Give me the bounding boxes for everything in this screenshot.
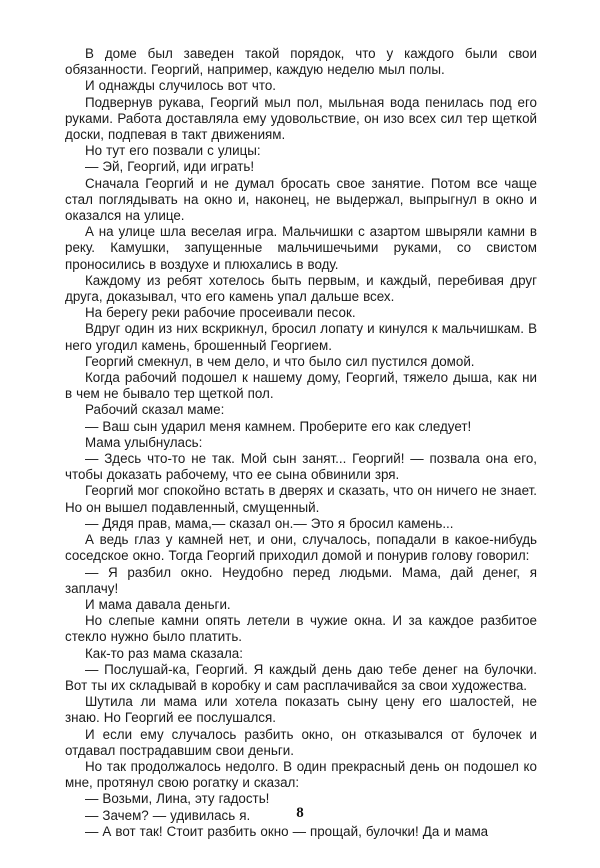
- paragraph: Шутила ли мама или хотела показать сыну цену его шалостей, не знаю. Но Георгий ее послушался.: [65, 694, 537, 726]
- paragraph: Георгий смекнул, в чем дело, и что было сил пустился домой.: [85, 353, 475, 369]
- paragraph: Когда рабочий подошел к нашему дому, Георгий, тяжело дыша, как ни в чем не бывало тер щеткой пол.: [65, 370, 537, 402]
- paragraph: Как-то раз мама сказала:: [85, 645, 243, 661]
- paragraph: Каждому из ребят хотелось быть первым, и каждый, перебивая друг друга, доказывал, что его камень упал дальше всех.: [65, 272, 537, 305]
- paragraph: И если ему случалось разбить окно, он отказывался от булочек и отдавал пострадавшим свои деньги.: [65, 726, 537, 758]
- paragraph: Вдруг один из них вскрикнул, бросил лопату и кинулся к мальчишкам. В него угодил камень, брошенный Георгием.: [65, 321, 537, 353]
- paragraph: В доме был заведен такой порядок, что у каждого были свои обязанности. Георгий, например, каждую неделю мыл полы.: [65, 46, 537, 78]
- paragraph: Сначала Георгий и не думал бросать свое занятие. Потом все чаще стал поглядывать на окно и, наконец, не выдержал, выпрыгнул в окно и оказался на улице.: [65, 175, 537, 224]
- paragraph: — Здесь что-то не так. Мой сын занят... Георгий! — позвала она его, чтобы доказать рабочему, что ее сына обвинили зря.: [65, 451, 537, 483]
- paragraph: А на улице шла веселая игра. Мальчишки с азартом швыряли камни в реку. Камушки, запущенные мальчишечьими руками, со свистом проносились в воздухе и плюхались в воду.: [65, 224, 537, 272]
- paragraph: — Зачем? — удивилась я.: [85, 807, 251, 823]
- paragraph: А ведь глаз у камней нет, и они, случалось, попадали в какое-нибудь соседское окно. Тогда Георгий приходил домой и понурив голову говорил:: [65, 532, 537, 564]
- paragraph: Но слепые камни опять летели в чужие окна. И за каждое разбитое стекло нужно было платить.: [65, 613, 537, 645]
- paragraph: Мама улыбнулась:: [85, 434, 203, 450]
- paragraph: — Я разбил окно. Неудобно перед людьми. Мама, дай денег, я заплачу!: [65, 564, 537, 596]
- paragraph: — Эй, Георгий, иди играть!: [85, 159, 255, 175]
- paragraph: — Послушай-ка, Георгий. Я каждый день даю тебе денег на булочки. Вот ты их складывай в коробку и сам расплачивайся за свои художества.: [65, 661, 537, 693]
- paragraph: — Дядя прав, мама,— сказал он.— Это я бросил камень...: [85, 515, 454, 531]
- paragraph: Подвернув рукава, Георгий мыл пол, мыльная вода пенилась под его руками. Работа доставляла ему удовольствие, он изо всех сил тер щеткой доски, подпевая в такт движениям.: [65, 94, 537, 143]
- paragraph: И мама давала деньги.: [85, 596, 231, 612]
- paragraph: Георгий мог спокойно встать в дверях и сказать, что он ничего не знает. Но он вышел подавленный, смущенный.: [65, 483, 537, 515]
- paragraph: И однажды случилось вот что.: [85, 78, 277, 94]
- page-text: [65, 46, 537, 840]
- paragraph: — Ваш сын ударил меня камнем. Проберите его как следует!: [85, 418, 472, 434]
- paragraph: На берегу реки рабочие просеивали песок.: [85, 305, 356, 321]
- page-number: 8: [296, 805, 304, 821]
- paragraph: Но так продолжалось недолго. В один прекрасный день он подошел ко мне, протянул свою рогатку и сказал:: [65, 758, 537, 791]
- paragraph: Рабочий сказал маме:: [85, 402, 225, 418]
- paragraph: — Возьми, Лина, эту гадость!: [85, 791, 270, 807]
- paragraph: — А вот так! Стоит разбить окно — прощай, булочки! Да и мама: [85, 823, 489, 839]
- paragraph: Но тут его позвали с улицы:: [85, 143, 261, 159]
